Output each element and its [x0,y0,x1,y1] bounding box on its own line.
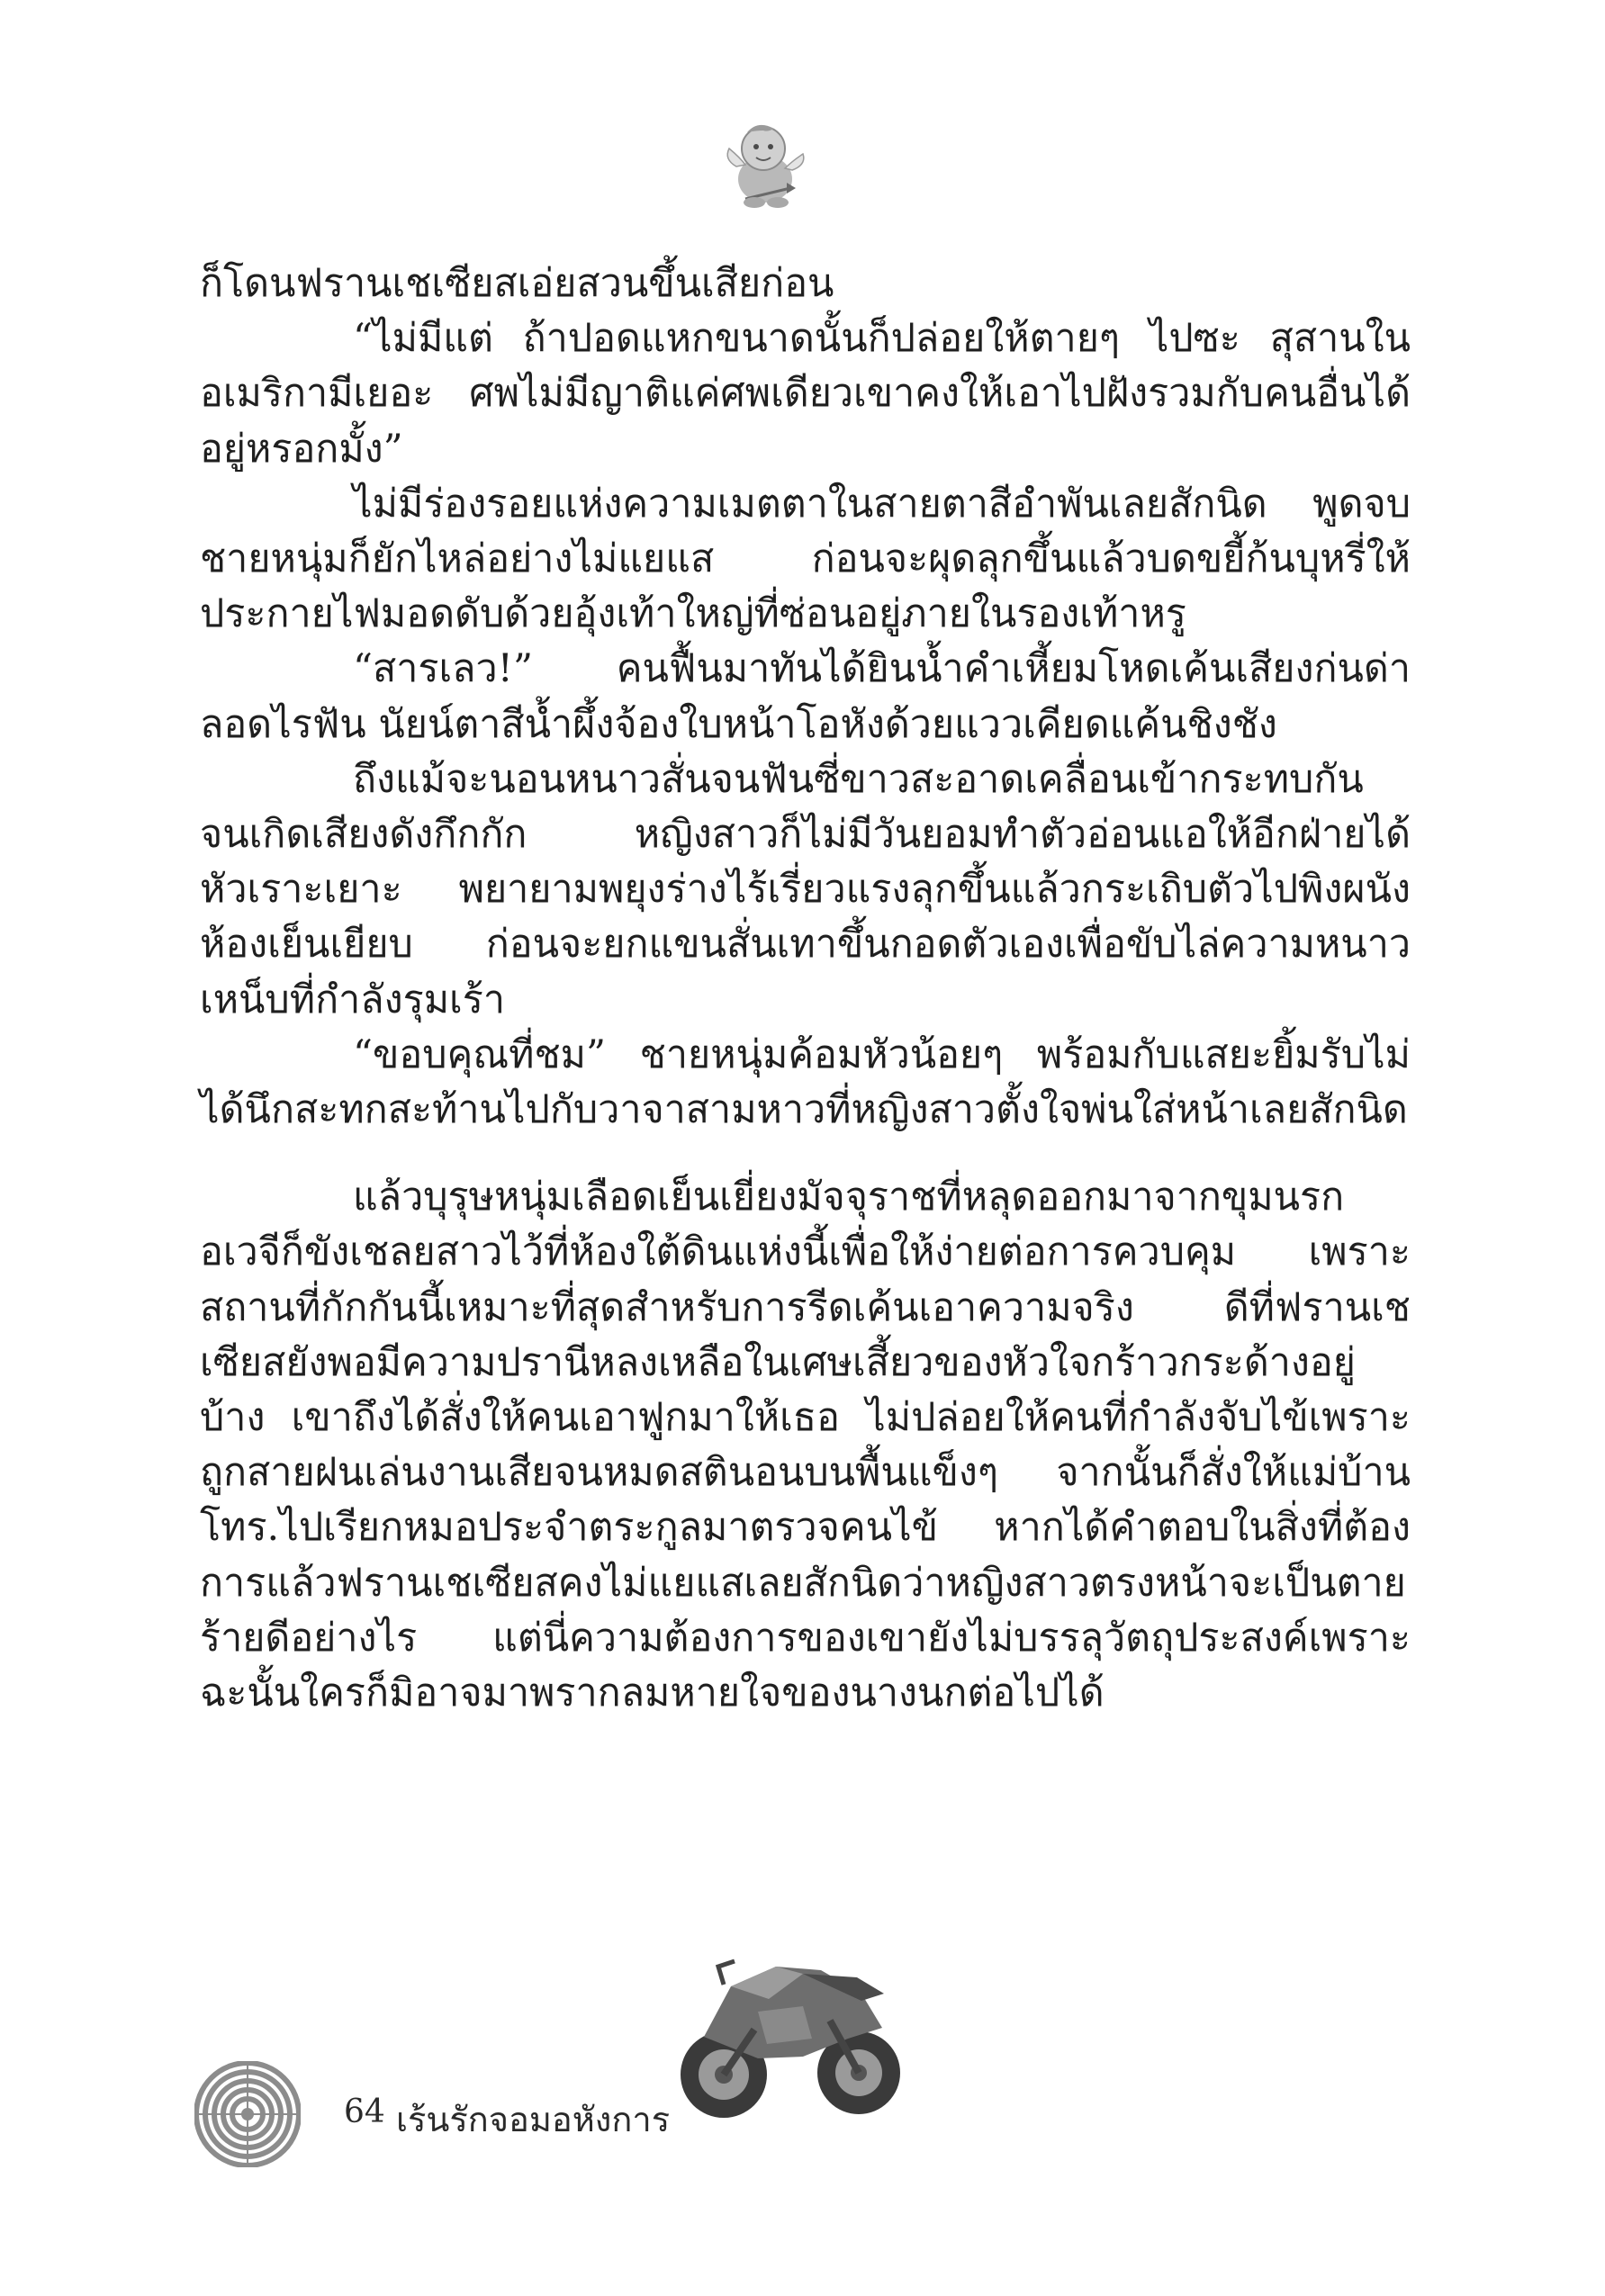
motorcycle-icon [668,1931,911,2124]
page-number: 64 [344,2093,385,2130]
paragraph-2: “ไม่มีแต่ ถ้าปอดแหกขนาดนั้นก็ปล่อยให้ตายๆ ไปซะ สุสานในอเมริกามีเยอะ ศพไม่มีญาติแค่ศพเดียวเขาคงให้เอาไปฝังรวมกับคนอื่นได้อยู่หรอกมั้ง” [200,316,1411,472]
paragraph-1: ก็โดนฟรานเชเซียสเอ่ยสวนขึ้นเสียก่อน [200,261,834,306]
paragraph-4: “สารเลว!” คนฟื้นมาทันได้ยินน้ำคำเหี้ยมโหดเค้นเสียงก่นด่าลอดไรฟัน นัยน์ตาสีน้ำผึ้งจ้องใบหน้าโอหังด้วยแววเคียดแค้นชิงชัง [200,646,1411,747]
target-rings-icon [194,2061,301,2167]
paragraph-7: แล้วบุรุษหนุ่มเลือดเย็นเยี่ยงมัจจุราชที่หลุดออกมาจากขุมนรกอเวจีก็ขังเชลยสาวไว้ที่ห้องใต้ดินแห่งนี้เพื่อให้ง่ายต่อการควบคุม เพราะสถานที่กักกันนี้เหมาะที่สุดสำหรับการรีดเค้นเอาความจริง ดีที่ฟรานเชเซียสยังพอมีความปรานีหลงเหลือในเศษเสี้ยวของหัวใจกร้าวกระด้างอยู่บ้าง เขาถึงได้สั่งให้คนเอาฟูกมาให้เธอ ไม่ปล่อยให้คนที่กำลังจับไข้เพราะถูกสายฝนเล่นงานเสียจนหมดสตินอนบนพื้นแข็งๆ จากนั้นก็สั่งให้แม่บ้านโทร.ไปเรียกหมอประจำตระกูลมาตรวจคนไข้ หากได้คำตอบในสิ่งที่ต้องการแล้วฟรานเชเซียสคงไม่แยแสเลยสักนิดว่าหญิงสาวตรงหน้าจะเป็นตายร้ายดีอย่างไร แต่นี่ความต้องการของเขายังไม่บรรลุวัตถุประสงค์เพราะฉะนั้นใครก็มิอาจมาพรากลมหายใจของนางนกต่อไปได้ [200,1175,1411,1716]
paragraph-6: “ขอบคุณที่ชม” ชายหนุ่มค้อมหัวน้อยๆ พร้อมกับแสยะยิ้มรับไม่ได้นึกสะทกสะท้านไปกับวาจาสามหาวที่หญิงสาวตั้งใจพ่นใส่หน้าเลยสักนิด [200,1031,1411,1133]
paragraph-3: ไม่มีร่องรอยแห่งความเมตตาในสายตาสีอำพันเลยสักนิด พูดจบชายหนุ่มก็ยักไหล่อย่างไม่แยแส ก่อนจะผุดลุกขึ้นแล้วบดขยี้ก้นบุหรี่ให้ประกายไฟมอดดับด้วยอุ้งเท้าใหญ่ที่ซ่อนอยู่ภายในรองเท้าหรู [200,481,1411,637]
cupid-cherub-icon [720,113,810,212]
book-title: เร้นรักจอมอหังการ [396,2100,671,2139]
story-text [200,257,1411,1721]
paragraph-5: ถึงแม้จะนอนหนาวสั่นจนฟันซี่ขาวสะอาดเคลื่อนเข้ากระทบกันจนเกิดเสียงดังกึกกัก หญิงสาวก็ไม่มีวันยอมทำตัวอ่อนแอให้อีกฝ่ายได้หัวเราะเยาะ พยายามพยุงร่างไร้เรี่ยวแรงลุกขึ้นแล้วกระเถิบตัวไปพิงผนังห้องเย็นเยียบ ก่อนจะยกแขนสั่นเทาขึ้นกอดตัวเองเพื่อขับไล่ความหนาวเหน็บที่กำลังรุมเร้า [200,756,1411,1022]
